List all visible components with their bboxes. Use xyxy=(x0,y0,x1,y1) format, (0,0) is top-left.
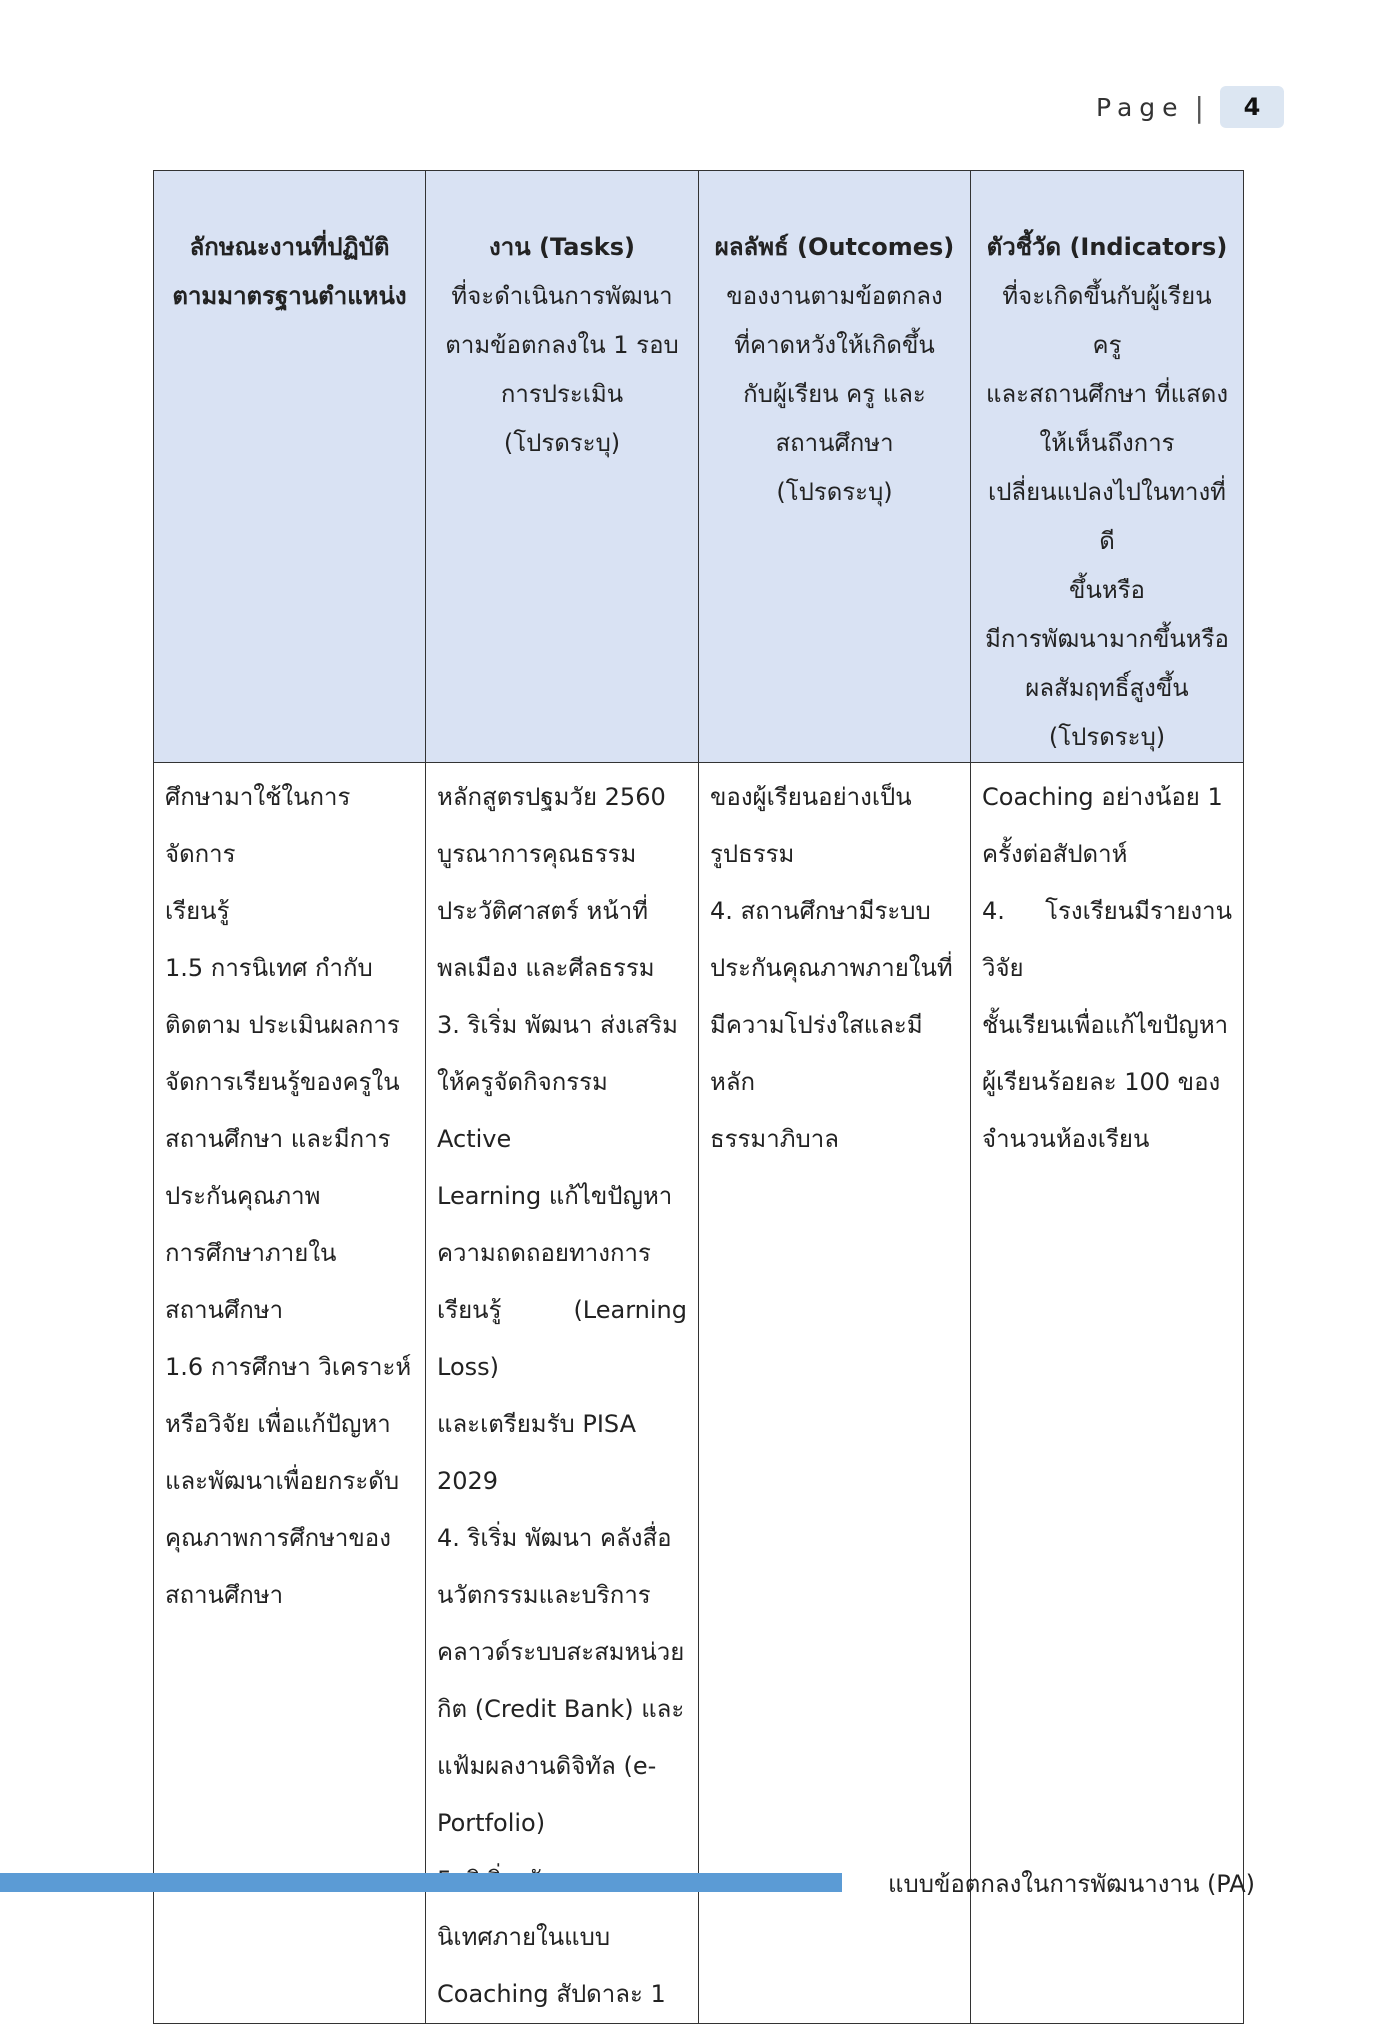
column-header-standard xyxy=(154,171,426,763)
column-subtitle: ของงานตามข้อตกลง ที่คาดหวังให้เกิดขึ้น กับผู้เรียน ครู และ สถานศึกษา (โปรดระบุ) xyxy=(726,282,943,506)
column-title: ลักษณะงานที่ปฏิบัติ ตามมาตรฐานตำแหน่ง xyxy=(172,233,407,310)
cell-text: ศึกษามาใช้ในการจัดการ เรียนรู้ 1.5 การนิเทศ กำกับ ติดตาม ประเมินผลการ จัดการเรียนรู้ของครูใน สถานศึกษา และมีการ ประกันคุณภาพ การศึกษาภายใน สถานศึกษา 1.6 การศึกษา วิเคราะห์ หรือวิจัย เพื่อแก้ปัญหา และพัฒนาเพื่อยกระดับ คุณภาพการศึกษาของ สถานศึกษา xyxy=(165,783,412,1609)
cell-text: Coaching อย่างน้อย 1 ครั้งต่อสัปดาห์ 4. โรงเรียนมีรายงานวิจัย ชั้นเรียนเพื่อแก้ไขปัญหา ผู้เรียนร้อยละ 100 ของ จำนวนห้องเรียน xyxy=(982,783,1232,1153)
table-row xyxy=(154,763,1244,2024)
table-header-row xyxy=(154,171,1244,763)
column-title: ผลลัพธ์ (Outcomes) xyxy=(714,233,955,261)
column-header-tasks xyxy=(426,171,699,763)
table-cell-indicators xyxy=(971,763,1244,2024)
column-header-outcomes xyxy=(699,171,971,763)
page-number-badge: 4 xyxy=(1220,86,1284,128)
footer-accent-bar xyxy=(0,1873,842,1892)
column-header-indicators xyxy=(971,171,1244,763)
page-separator: | xyxy=(1194,90,1204,124)
column-title: ตัวชี้วัด (Indicators) xyxy=(986,233,1228,261)
footer-title: แบบข้อตกลงในการพัฒนางาน (PA) xyxy=(888,1870,1256,1898)
cell-text: หลักสูตรปฐมวัย 2560 บูรณาการคุณธรรม ประวัติศาสตร์ หน้าที่ พลเมือง และศีลธรรม 3. ริเริ่ม พัฒนา ส่งเสริม ให้ครูจัดกิจกรรม Active Learning แก้ไขปัญหา ความถดถอยทางการ เรียนรู้ (Learning Loss) และเตรียมรับ PISA 2029 4. ริเริ่ม พัฒนา คลังสื่อ นวัตกรรมและบริการ คลาวด์ระบบสะสมหน่วย กิต (Credit Bank) และ แฟ้มผลงานดิจิทัล (e- Portfolio) นิเทศภายในแบบ Coaching สัปดาละ 1 xyxy=(437,783,687,2008)
column-title: งาน (Tasks) xyxy=(489,233,635,261)
cell-text: ของผู้เรียนอย่างเป็น รูปธรรม 4. สถานศึกษามีระบบ ประกันคุณภาพภายในที่ มีความโปร่งใสและมีหลัก ธรรมาภิบาล xyxy=(710,783,953,1153)
column-subtitle: ที่จะดำเนินการพัฒนา ตามข้อตกลงใน 1 รอบ การประเมิน (โปรดระบุ) xyxy=(445,282,679,457)
column-subtitle: ที่จะเกิดขึ้นกับผู้เรียน ครู และสถานศึกษา ที่แสดง ให้เห็นถึงการ เปลี่ยนแปลงไปในทางที่ดี ขึ้นหรือ มีการพัฒนามากขึ้นหรือ ผลสัมฤทธิ์สูงขึ้น (โปรดระบุ) xyxy=(985,282,1229,751)
page-header xyxy=(1096,86,1284,128)
table-cell-standard xyxy=(154,763,426,2024)
page-label: Page xyxy=(1096,92,1185,122)
pa-agreement-table xyxy=(153,170,1244,2024)
table-cell-outcomes xyxy=(699,763,971,2024)
table-cell-tasks xyxy=(426,763,699,2024)
